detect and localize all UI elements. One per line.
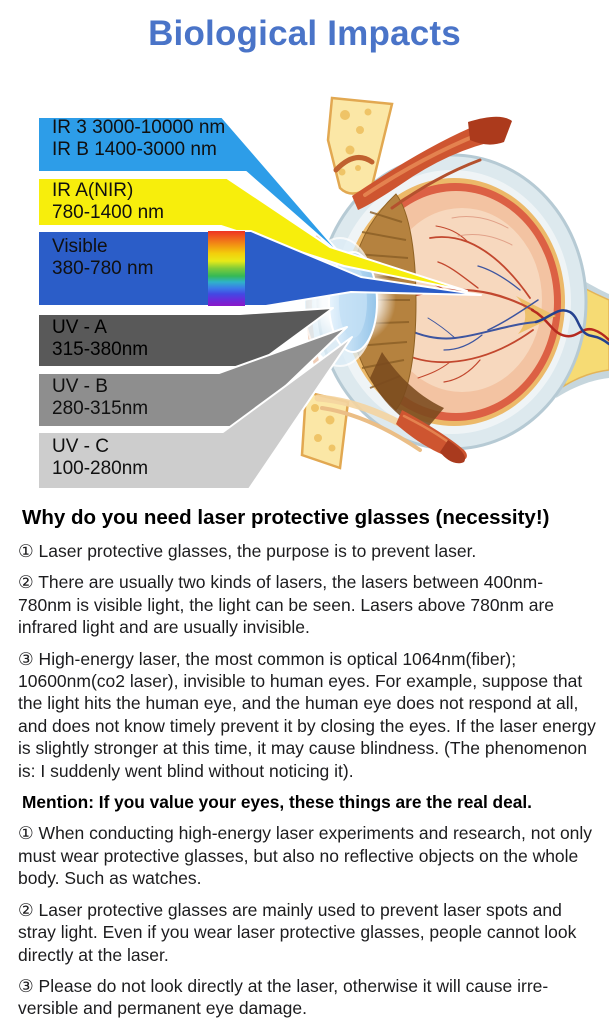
band-label-line: 780-1400 nm	[52, 201, 164, 223]
intro-item-2: ② There are usually two kinds of lasers, the lasers between 400nm-780nm is visible light, the light can be seen. Lasers above 780nm are infrared light and are usually invisible.	[18, 572, 555, 638]
intro-item-1: ① Laser protective glasses, the purpose is to prevent laser.	[18, 541, 477, 561]
band-label-ir-b	[52, 117, 225, 160]
band-label-line: 315-380nm	[52, 338, 149, 360]
advice-item-3: ③ Please do not look directly at the laser, otherwise it will cause irre-versible and permanent eye damage.	[18, 975, 549, 1019]
article-heading: Why do you need laser protective glasses (necessity!)	[22, 506, 550, 529]
band-label-line: Visible	[52, 236, 108, 257]
band-label-line: UV - C	[52, 436, 109, 457]
band-label-line: 280-315nm	[52, 397, 149, 419]
intro-item-3: ③ High-energy laser, the most common is optical 1064nm(fiber); 10600nm(co2 laser), invisible to human eyes. For example, suppose that the light hits the human eye, and the human eye does not respond at all, and does not know timely prevent it by closing the eyes. If the laser energy is slightly stronger at this time, it may cause blindness. (The phenomenon is: I suddenly went blind without noticing it).	[18, 648, 596, 781]
article-section	[18, 506, 596, 1024]
band-label-line: IR A(NIR)	[52, 180, 134, 201]
band-label-visible	[52, 236, 153, 279]
band-label-uv-b	[52, 376, 148, 419]
band-label-line: 380-780 nm	[52, 257, 154, 279]
band-label-line: UV - A	[52, 317, 107, 338]
page-title: Biological Impacts	[148, 14, 461, 53]
mention-line: Mention: If you value your eyes, these things are the real deal.	[22, 792, 532, 813]
band-label-uv-a	[52, 317, 148, 360]
band-label-line: IR B 1400-3000 nm	[52, 138, 217, 160]
band-label-line: 100-280nm	[52, 457, 149, 479]
band-label-ir-a	[52, 180, 164, 223]
band-label-line: UV - B	[52, 376, 108, 397]
band-label-line: IR 3 3000-10000 nm	[52, 117, 226, 138]
advice-item-2: ② Laser protective glasses are mainly used to prevent laser spots and stray light. Even if you wear laser protective glasses, people cannot look directly at the laser.	[18, 899, 577, 965]
advice-item-1: ① When conducting high-energy laser experiments and research, not only must wear protective glasses, but also no reflective objects on the whole body. Such as watches.	[18, 823, 593, 889]
band-label-uv-c	[52, 436, 148, 479]
visible-spectrum-swatch	[208, 231, 245, 306]
